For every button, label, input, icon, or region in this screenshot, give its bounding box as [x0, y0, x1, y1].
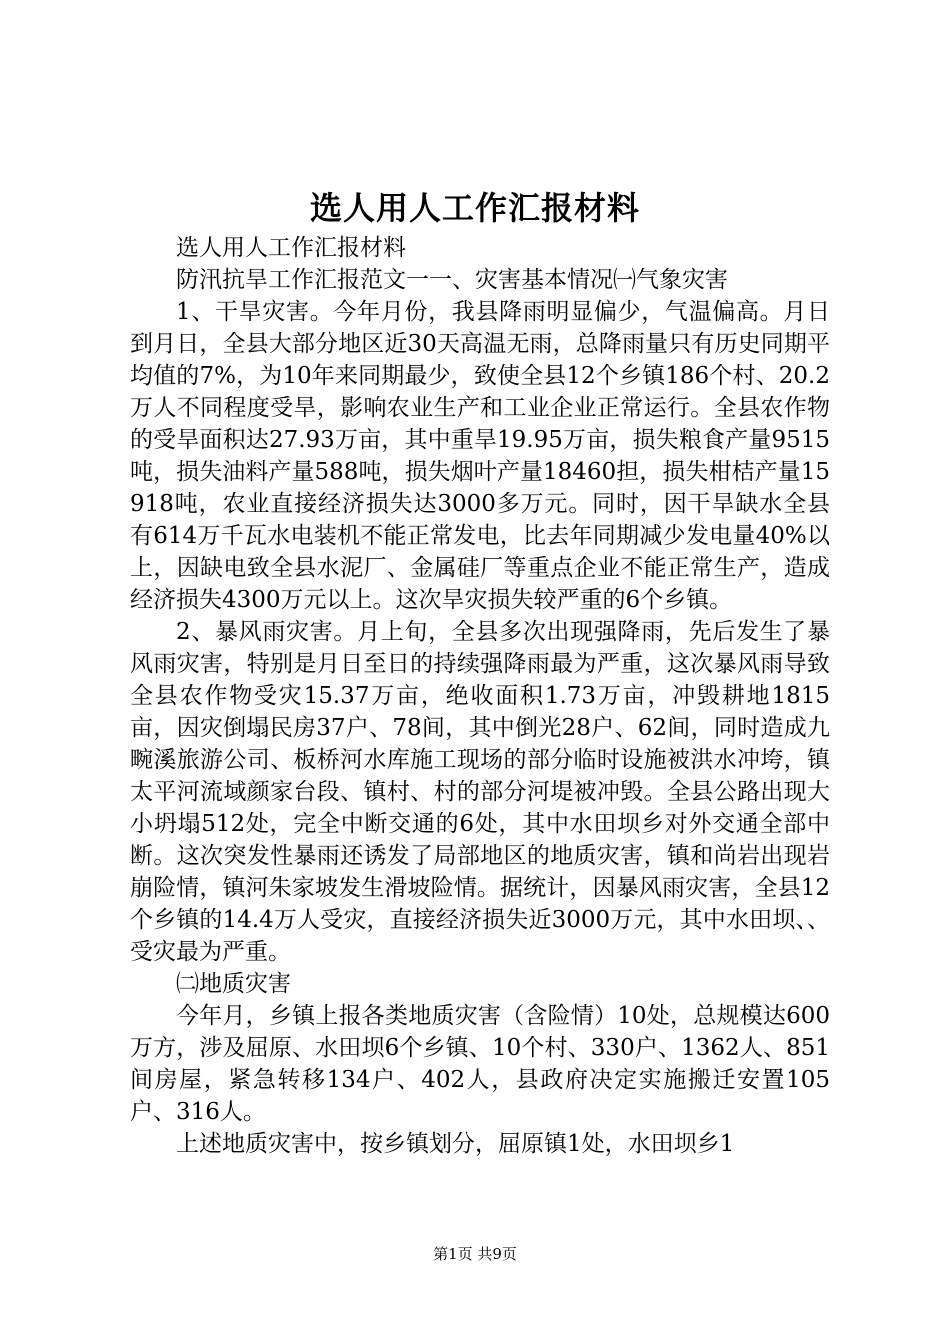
- paragraph-storm: 2、暴风雨灾害。月上旬，全县多次出现强降雨，先后发生了暴风雨灾害，特别是月日至日的持续强降雨最为严重，这次暴风雨导致全县农作物受灾15.37万亩，绝收面积1.73万亩，冲毁耕地1815亩，因灾倒塌民房37户、78间，其中倒光28户、62间，同时造成九畹溪旅游公司、板桥河水库施工现场的部分临时设施被洪水冲垮，镇太平河流域颜家台段、镇村、村的部分河堤被冲毁。全县公路出现大小坍塌512处，完全中断交通的6处，其中水田坝乡对外交通全部中断。这次突发性暴雨还诱发了局部地区的地质灾害，镇和尚岩出现岩崩险情，镇河朱家坡发生滑坡险情。据统计，因暴风雨灾害，全县12个乡镇的14.4万人受灾，直接经济损失近3000万元，其中水田坝、、受灾最为严重。: [130, 619, 830, 965]
- paragraph-section-heading: 防汛抗旱工作汇报范文一一、灾害基本情况㈠气象灾害: [176, 267, 728, 293]
- paragraph-geo-report: 今年月，乡镇上报各类地质灾害（含险情）10处，总规模达600万方，涉及屈原、水田坝6个乡镇、10个村、330户、1362人、851间房屋，紧急转移134户、402人，县政府决定实施搬迁安置105户、316人。: [130, 1003, 830, 1125]
- paragraph-drought: 1、干旱灾害。今年月份，我县降雨明显偏少，气温偏高。月日到月日，全县大部分地区近30天高温无雨，总降雨量只有历史同期平均值的7%，为10年来同期最少，致使全县12个乡镇186个村、20.2万人不同程度受旱，影响农业生产和工业企业正常运行。全县农作物的受旱面积达27.93万亩，其中重旱19.95万亩，损失粮食产量9515吨，损失油料产量588吨，损失烟叶产量18460担，损失柑桔产量15918吨，农业直接经济损失达3000多万元。同时，因干旱缺水全县有614万千瓦水电装机不能正常发电，比去年同期减少发电量40%以上，因缺电致全县水泥厂、金属硅厂等重点企业不能正常生产，造成经济损失4300万元以上。这次旱灾损失较严重的6个乡镇。: [130, 299, 830, 613]
- paragraph-geo-breakdown: 上述地质灾害中，按乡镇划分，屈原镇1处，水田坝乡1: [176, 1131, 735, 1157]
- page-number: 第1页 共9页: [433, 1245, 517, 1263]
- paragraph-geo-heading: ㈡地质灾害: [176, 971, 291, 997]
- document-body: [130, 232, 830, 1160]
- paragraph-subtitle: 选人用人工作汇报材料: [176, 235, 406, 261]
- document-title: 选人用人工作汇报材料: [309, 189, 640, 227]
